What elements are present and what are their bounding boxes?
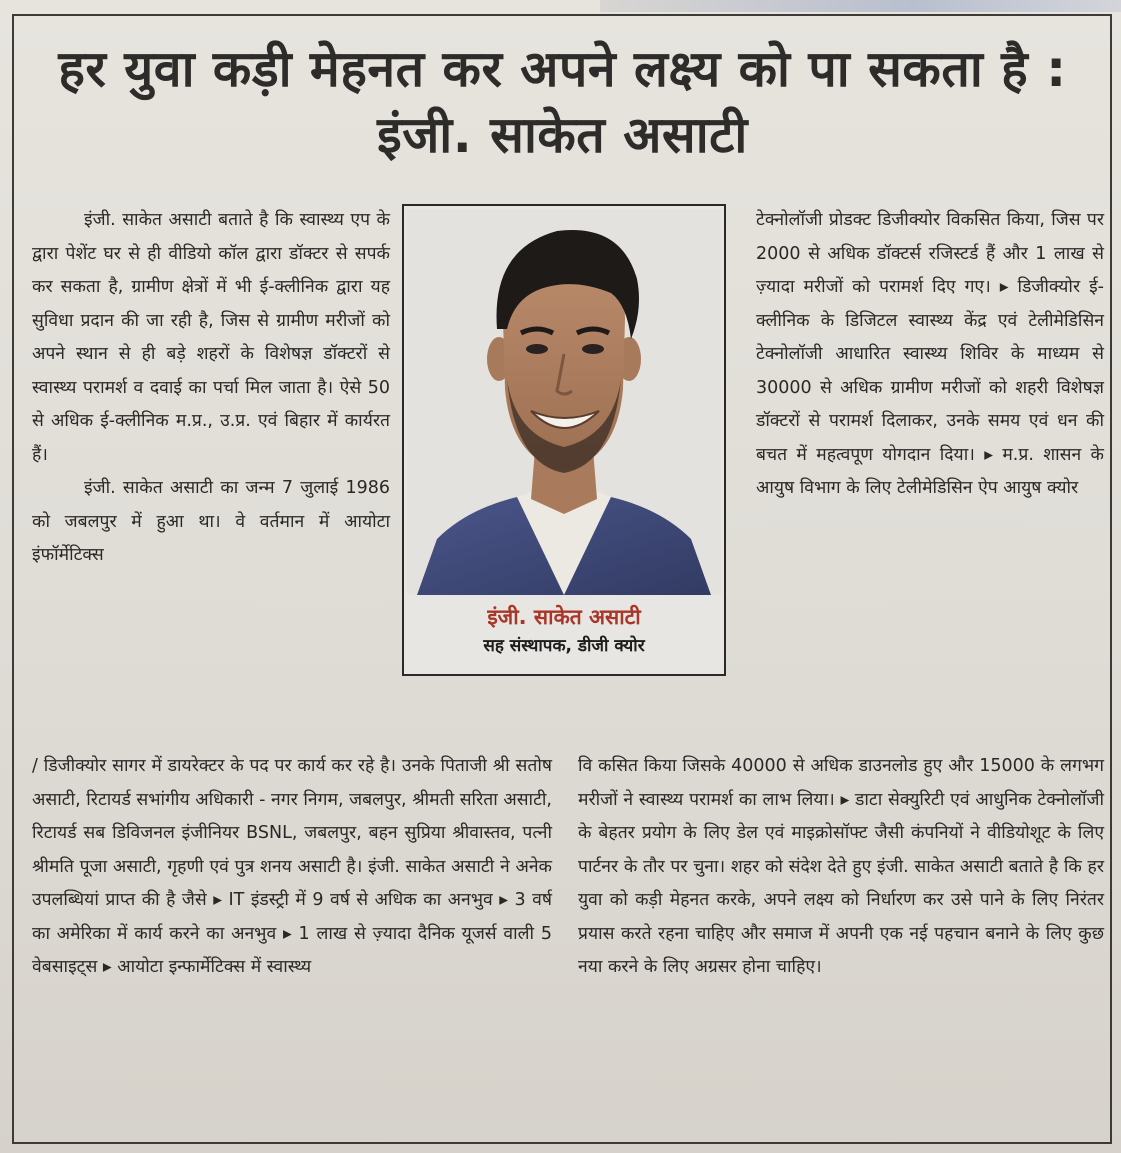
bottom-right-column: [578, 750, 1104, 985]
caption-role: सह संस्थापक, डीजी क्योर: [483, 636, 645, 656]
bottom-right-paragraph: वि कसित किया जिसके 40000 से अधिक डाउनलोड हुए और 15000 के लगभग मरीजों ने स्वास्थ्य परामर्श का लाभ लिया। ▸ डाटा सेक्युरिटी एवं आधुनिक टेक्नोलॉजी के बेहतर प्रयोग के लिए डेल एवं माइक्रोसॉफ्ट जैसी कंपनियों ने वीडियोशूट के लिए पार्टनर के तौर पर चुना। शहर को संदेश देते हुए इंजी. साकेत असाटी बताते है कि हर युवा को कड़ी मेहनत करके, अपने लक्ष्य को निर्धारण कर उसे पाने के लिए निरंतर प्रयास करते रहना चाहिए और समाज में अपनी एक नई पहचान बनाने के लिए कुछ नया करने के लिए अग्रसर होना चाहिए।: [578, 756, 1104, 977]
right-column: [756, 204, 1104, 506]
left-paragraph-1: इंजी. साकेत असाटी बताते है कि स्वास्थ्य एप के द्वारा पेशेंट घर से ही वीडियो कॉल द्वारा डॉक्टर से सपर्क कर सकता है, ग्रामीण क्षेत्रों में भी ई-क्लीनिक द्वारा यह सुविधा प्रदान की जा रही है, जिस से ग्रामीण मरीजों को अपने स्थान से ही बड़े शहरों के विशेषज्ञ डॉक्टरों से स्वास्थ्य परामर्श व दवाई का पर्चा मिल जाता है। ऐसे 50 से अधिक ई-क्लीनिक म.प्र., उ.प्र. एवं बिहार में कार्यरत हैं।: [32, 210, 390, 465]
caption-name: इंजी. साकेत असाटी: [487, 605, 641, 629]
portrait-caption: [404, 602, 724, 660]
right-paragraph: टेक्नोलॉजी प्रोडक्ट डिजीक्योर विकसित किया, जिस पर 2000 से अधिक डॉक्टर्स रजिस्टर्ड हैं और 1 लाख से ज़्यादा मरीजों को परामर्श दिए गए। ▸ डिजीक्योर ई-क्लीनिक के डिजिटल स्वास्थ्य केंद्र एवं टेलीमेडिसिन टेक्नोलॉजी आधारित स्वास्थ्य शिविर के माध्यम से 30000 से अधिक ग्रामीण मरीजों को शहरी विशेषज्ञ डॉक्टरों से परामर्श दिलाकर, उनके समय एवं धन की बचत में महत्वपूण योगदान दिया। ▸ म.प्र. शासन के आयुष विभाग के लिए टेलीमेडिसिन ऐप आयुष क्योर: [756, 210, 1104, 498]
portrait-photo: [407, 209, 721, 595]
portrait-box: [402, 204, 726, 676]
article-headline: हर युवा कड़ी मेहनत कर अपने लक्ष्य को पा सकता है : इंजी. साकेत असाटी: [58, 40, 1067, 164]
bottom-left-paragraph: / डिजीक्योर सागर में डायरेक्टर के पद पर कार्य कर रहे है। उनके पिताजी श्री सतोष असाटी, रिटायर्ड सभांगीय अधिकारी - नगर निगम, जबलपुर, श्रीमती सरिता असाटी, रिटायर्ड सब डिविजनल इंजीनियर BSNL, जबलपुर, बहन सुप्रिया श्रीवास्तव, पत्नी श्रीमति पूजा असाटी, गृहणी एवं पुत्र शनय असाटी है। इंजी. साकेत असाटी ने अनेक उपलब्धियां प्राप्त की है जैसे ▸ IT इंडस्ट्री में 9 वर्ष से अधिक का अनभुव ▸ 3 वर्ष का अमेरिका में कार्य करने का अनभुव ▸ 1 लाख से ज़्यादा दैनिक यूजर्स वाली 5 वेबसाइट्स ▸ आयोटा इन्फार्मेटिक्स में स्वास्थ्य: [32, 756, 552, 977]
left-column: [32, 204, 390, 573]
top-edge-strip: [600, 0, 1121, 12]
left-paragraph-2: इंजी. साकेत असाटी का जन्म 7 जुलाई 1986 को जबलपुर में हुआ था। वे वर्तमान में आयोटा इंफॉर्मेटिक्स: [32, 478, 390, 565]
bottom-left-column: [32, 750, 552, 985]
man-portrait-illustration: [407, 209, 721, 595]
